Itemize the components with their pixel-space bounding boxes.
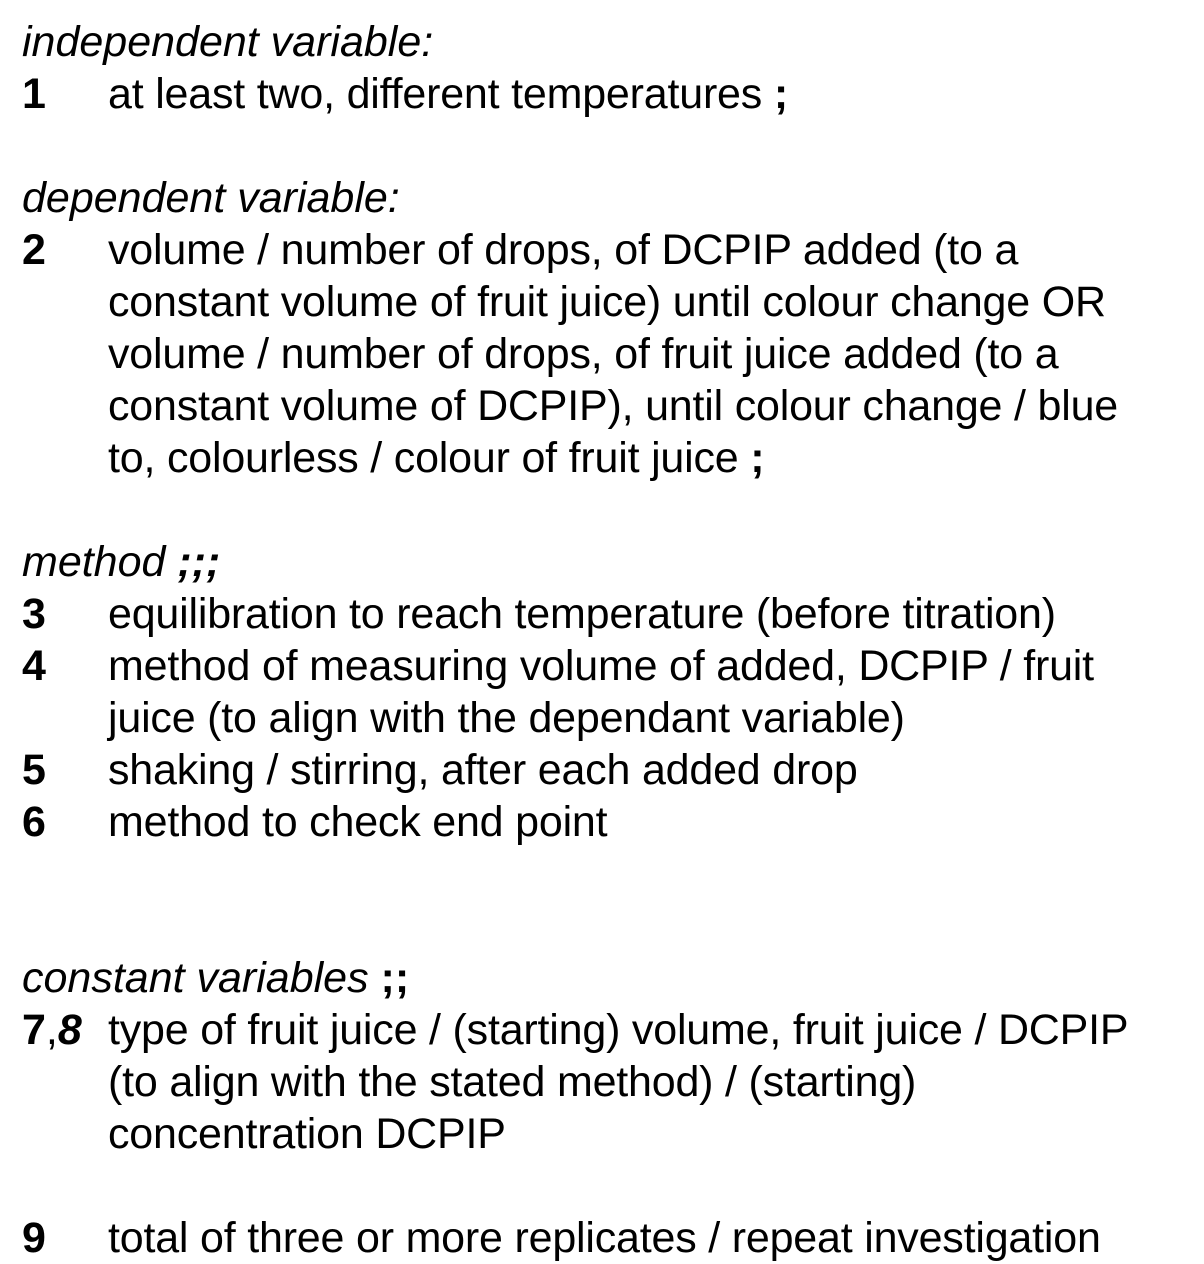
mark-point-number: 6 — [22, 798, 46, 846]
mark-point-number: 4 — [22, 642, 46, 690]
mark-point-line: to, colourless / colour of fruit juice — [108, 434, 739, 482]
mark-point-line: type of fruit juice / (starting) volume, fruit juice / DCPIP — [108, 1006, 1129, 1054]
section-spacer — [22, 848, 1192, 952]
mark-scheme-page — [22, 16, 1192, 1264]
mark-point-number: 9 — [22, 1214, 46, 1262]
mark-point-line: volume / number of drops, of DCPIP added (to a — [108, 226, 1019, 274]
mark-point-line: method of measuring volume of added, DCPIP / fruit — [108, 642, 1094, 690]
mark-semicolon: ; — [750, 434, 765, 482]
method-marks: ;;; — [177, 538, 221, 586]
constant-variables-marks: ;; — [380, 954, 410, 1002]
method-heading-label: method — [22, 538, 166, 586]
mark-point-number: 1 — [22, 70, 46, 118]
mark-point-1 — [22, 68, 1192, 120]
section-spacer — [22, 1160, 1192, 1212]
mark-point-text — [108, 796, 1192, 848]
mark-point-2 — [22, 224, 1192, 484]
mark-point-line: equilibration to reach temperature (before titration) — [108, 590, 1056, 638]
mark-point-6 — [22, 796, 1192, 848]
mark-point-number: 2 — [22, 226, 46, 274]
mark-point-number-separator: , — [45, 1006, 58, 1054]
mark-point-line-last — [108, 432, 1192, 484]
mark-point-5 — [22, 744, 1192, 796]
mark-point-line: volume / number of drops, of fruit juice added (to a — [108, 330, 1059, 378]
mark-point-line: shaking / stirring, after each added drop — [108, 746, 858, 794]
section-spacer — [22, 120, 1192, 172]
mark-point-text — [108, 640, 1192, 744]
mark-point-number: 5 — [22, 746, 46, 794]
constant-variables-heading — [22, 952, 1192, 1004]
mark-point-line: constant volume of DCPIP), until colour change / blue — [108, 382, 1118, 430]
method-heading — [22, 536, 1192, 588]
independent-variable-heading: independent variable: — [22, 18, 434, 66]
mark-point-line: concentration DCPIP — [108, 1110, 506, 1158]
mark-point-9 — [22, 1212, 1192, 1264]
mark-point-line: juice (to align with the dependant variable) — [108, 694, 905, 742]
section-spacer — [22, 484, 1192, 536]
mark-point-line: method to check end point — [108, 798, 608, 846]
mark-point-text — [108, 68, 1192, 120]
mark-point-number-b: 8 — [57, 1006, 82, 1054]
mark-point-line: (to align with the stated method) / (starting) — [108, 1058, 917, 1106]
mark-point-line: total of three or more replicates / repeat investigation — [108, 1214, 1101, 1262]
dependent-variable-heading: dependent variable: — [22, 174, 400, 222]
mark-point-4 — [22, 640, 1192, 744]
mark-semicolon: ; — [773, 70, 788, 118]
mark-point-text — [108, 588, 1192, 640]
mark-point-line: constant volume of fruit juice) until colour change OR — [108, 278, 1106, 326]
mark-point-text — [108, 224, 1192, 484]
mark-point-7-8 — [22, 1004, 1192, 1160]
mark-point-text — [108, 1212, 1192, 1264]
mark-point-line: at least two, different temperatures — [108, 70, 763, 118]
mark-point-text — [108, 744, 1192, 796]
mark-point-number-a: 7 — [22, 1006, 46, 1054]
mark-point-3 — [22, 588, 1192, 640]
mark-point-number — [22, 1004, 108, 1056]
constant-variables-heading-label: constant variables — [22, 954, 369, 1002]
mark-point-number: 3 — [22, 590, 46, 638]
mark-point-text — [108, 1004, 1192, 1160]
